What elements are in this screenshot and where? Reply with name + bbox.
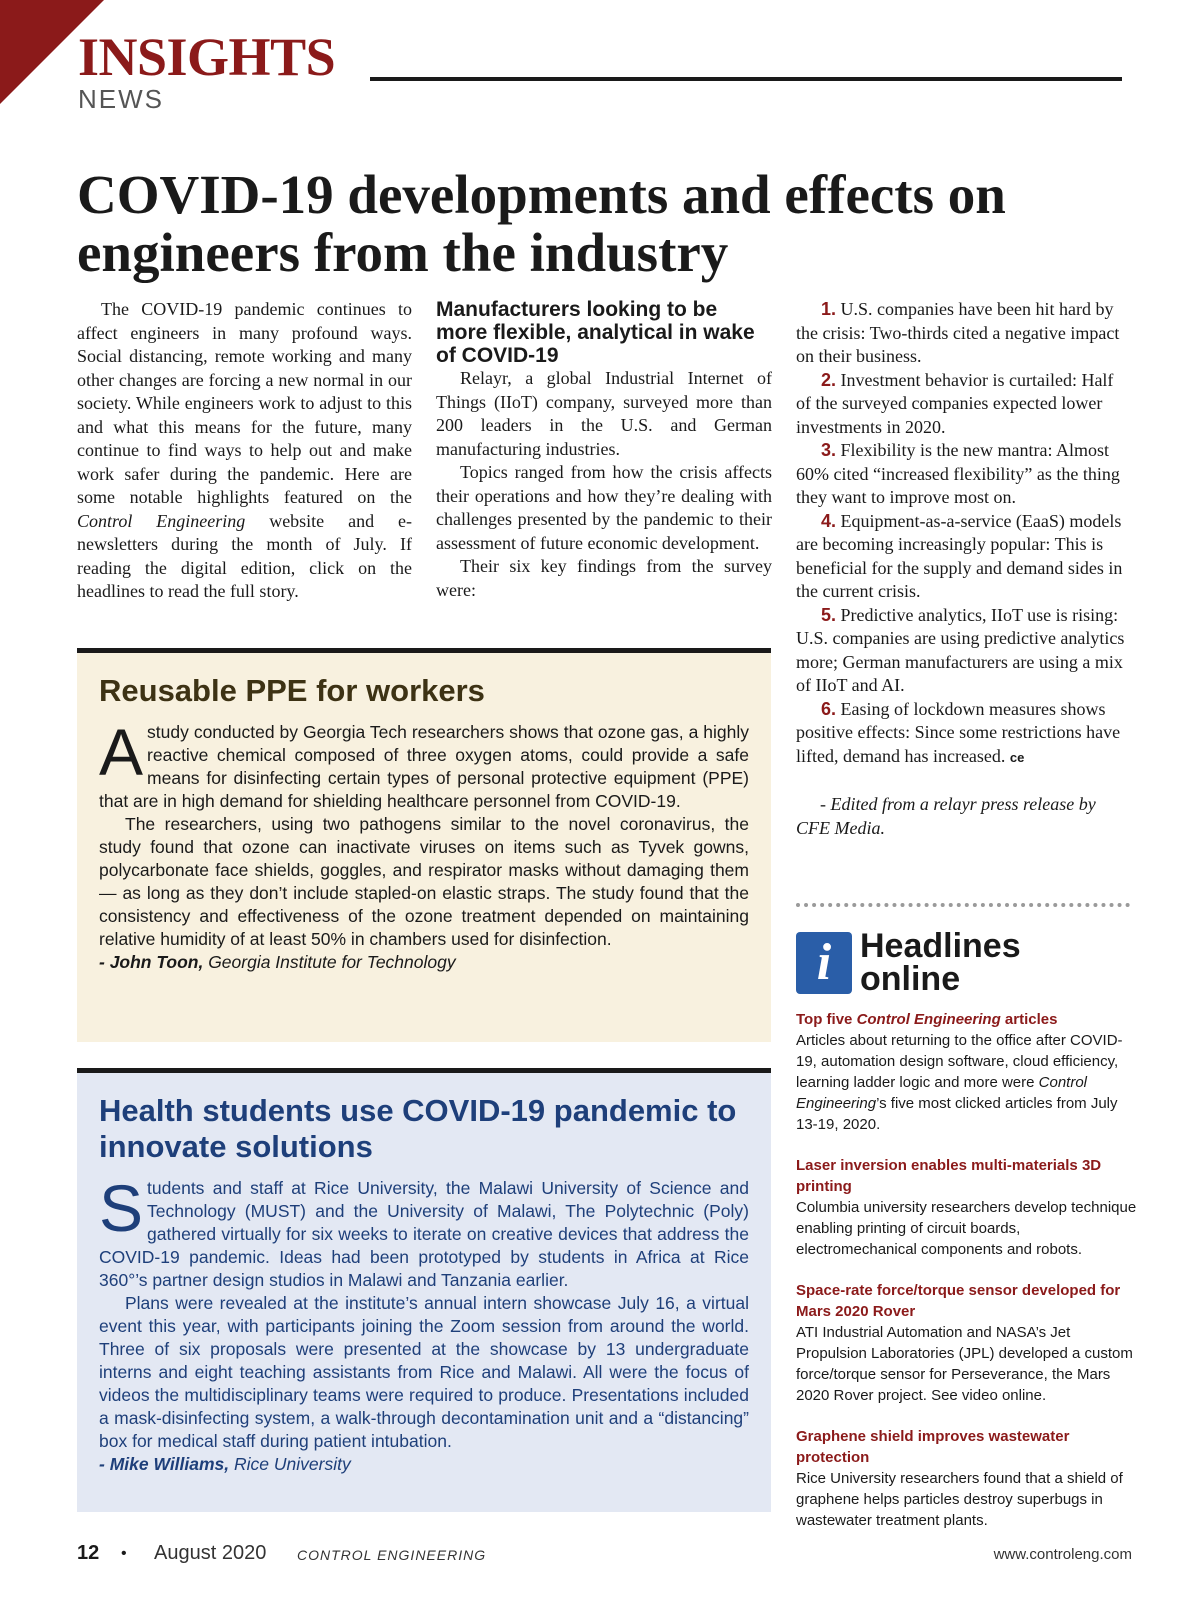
article-title: COVID-19 developments and effects on engineers from the industry [77, 164, 1006, 283]
headline-desc: ATI Industrial Automation and NASA’s Jet Propulsion Laboratories (JPL) developed a custom force/torque sensor for Perseverance, the Mars 2020 Rover project. See video online. [796, 1324, 1133, 1404]
info-icon: i [796, 932, 852, 994]
finding-item: 1. U.S. companies have been hit hard by the crisis: Two-thirds cited a negative impact on their business. [796, 299, 1120, 366]
issue-date: August 2020 [154, 1542, 267, 1564]
headlines-title: Headlines online [860, 927, 1021, 998]
ppe-byline: - John Toon, Georgia Institute for Technology [99, 952, 456, 972]
header-rule [370, 77, 1122, 81]
page-number: 12 [77, 1542, 100, 1564]
section-label: INSIGHTS [78, 27, 336, 87]
finding-number: 5. [821, 604, 837, 625]
intro-column [77, 298, 412, 604]
headline-item[interactable] [796, 1009, 1141, 1135]
findings-column [796, 298, 1130, 840]
survey-heading: Manufacturers looking to be more flexible, analytical in wake of COVID-19 [436, 298, 755, 367]
finding-item: 6. Easing of lockdown measures shows positive effects: Since some restrictions have lifted, demand has increased. ce [796, 698, 1121, 766]
drop-cap: A [99, 715, 144, 789]
headline-item[interactable] [796, 1155, 1141, 1260]
health-paragraph-1: Students and staff at Rice University, the Malawi University of Science and Technology (MUST) and the University of Malawi, The Polytechnic (Poly) gathered virtually for six weeks to iterate on creative devices that address the COVID-19 pandemic. Ideas had been prototyped by students in Africa at Rice 360°’s partner design studios in Malawi and Tanzania earlier. [99, 1171, 749, 1290]
publication-ref: Control Engineering [77, 510, 246, 531]
health-sidebar [77, 1068, 771, 1512]
finding-number: 2. [821, 369, 837, 390]
dotted-divider [796, 903, 1130, 907]
publication-name: CONTROL ENGINEERING [297, 1547, 487, 1563]
finding-number: 6. [821, 698, 837, 719]
subsection-label: NEWS [78, 84, 164, 114]
finding-item: 3. Flexibility is the new mantra: Almost 60% cited “increased flexibility” as the thing they want to improve most on. [796, 440, 1120, 507]
finding-item: 4. Equipment-as-a-service (EaaS) models are becoming increasingly popular: This is beneficial for the supply and demand sides in the current crisis. [796, 510, 1123, 601]
survey-paragraph-3: Their six key findings from the survey were: [436, 556, 772, 600]
finding-number: 3. [821, 440, 837, 460]
headline-link[interactable]: Space-rate force/torque sensor developed for Mars 2020 Rover [796, 1282, 1121, 1320]
ppe-paragraph-1: A study conducted by Georgia Tech researchers shows that ozone gas, a highly reactive chemical composed of three oxygen atoms, could provide a safe means for disinfecting certain types of personal protective equipment (PPE) that are in high demand for shielding healthcare personnel from COVID-19. [99, 715, 749, 811]
finding-item: 5. Predictive analytics, IIoT use is rising: U.S. companies are using predictive analytics more; German manufacturers are using a mix of IIoT and AI. [796, 604, 1125, 695]
headline-link[interactable]: Top five Control Engineering articles [796, 1011, 1058, 1028]
finding-item: 2. Investment behavior is curtailed: Half of the surveyed companies expected lower investments in 2020. [796, 369, 1114, 437]
footer-bullet: • [121, 1545, 127, 1562]
headline-link[interactable]: Laser inversion enables multi-materials 3D printing [796, 1157, 1102, 1195]
intro-paragraph: The COVID-19 pandemic continues to affect engineers in many profound ways. Social distancing, remote working and many other changes are forcing a new normal in our society. While engineers work to adjust to this and what this means for the future, many continue to find ways to help out and make work safer during the pandemic. Here are some notable highlights featured on the Control Engineering website and e-newsletters during the month of July. If reading the digital edition, click on the headlines to read the full story. [77, 299, 412, 601]
headline-desc: Articles about returning to the office after COVID-19, automation design software, cloud efficiency, learning ladder logic and more were Control Engineering’s five most clicked articles from July 13-19, 2020. [796, 1032, 1123, 1133]
headline-desc: Rice University researchers found that a shield of graphene helps particles destroy superbugs in wastewater treatment plants. [796, 1470, 1123, 1529]
ppe-title: Reusable PPE for workers [99, 673, 485, 708]
survey-column [436, 298, 772, 602]
headline-link[interactable]: Graphene shield improves wastewater protection [796, 1428, 1070, 1466]
ppe-paragraph-2: The researchers, using two pathogens similar to the novel coronavirus, the study found that ozone can inactivate viruses on items such as Tyvek gowns, polycarbonate face shields, goggles, and respirator masks without damaging them — as long as they don’t include stapled-on elastic straps. The study found that the consistency and effectiveness of the ozone treatment depended on maintaining relative humidity of at least 50% in chambers used for disinfection. [99, 814, 749, 949]
headline-item[interactable] [796, 1280, 1141, 1406]
finding-number: 4. [821, 510, 837, 531]
edit-note: - Edited from a relayr press release by CFE Media. [796, 794, 1096, 838]
end-mark: ce [1009, 749, 1025, 765]
site-url[interactable]: www.controleng.com [993, 1546, 1132, 1563]
headlines-list [796, 1009, 1141, 1551]
drop-cap: S [99, 1171, 144, 1245]
ppe-sidebar [77, 648, 771, 1042]
headline-desc: Columbia university researchers develop technique enabling printing of circuit boards, electromechanical components and robots. [796, 1199, 1137, 1258]
headline-item[interactable] [796, 1426, 1141, 1531]
survey-paragraph-2: Topics ranged from how the crisis affects their operations and how they’re dealing with challenges presented by the pandemic to their assessment of future economic development. [436, 462, 772, 553]
finding-number: 1. [821, 299, 837, 319]
health-paragraph-2: Plans were revealed at the institute’s annual intern showcase July 16, a virtual event this year, with participants joining the Zoom session from around the world. Three of six proposals were presented at the showcase by 13 undergraduate interns and eight teaching assistants from Rice and Malawi. All were the focus of videos the multidisciplinary teams were required to produce. Presentations included a mask-disinfecting system, a walk-through decontamination unit and a “distancing” box for medical staff during patient intubation. [99, 1293, 749, 1451]
health-byline: - Mike Williams, Rice University [99, 1454, 351, 1474]
health-title: Health students use COVID-19 pandemic to innovate solutions [99, 1093, 737, 1164]
survey-paragraph-1: Relayr, a global Industrial Internet of Things (IIoT) company, surveyed more than 200 leaders in the U.S. and German manufacturing industries. [436, 368, 772, 459]
